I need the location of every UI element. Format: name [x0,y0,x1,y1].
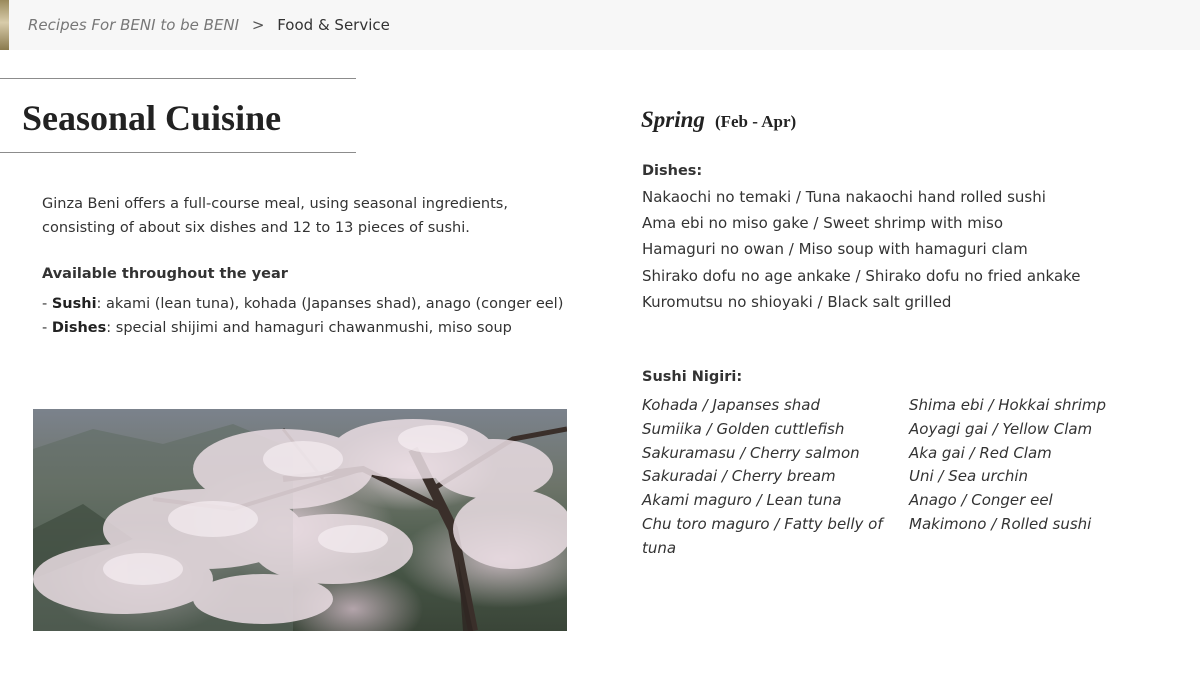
item-text: : special shijimi and hamaguri chawanmushi, miso soup [106,320,512,336]
list-item: Sakuramasu / Cherry salmon [642,443,860,462]
list-item: Kuromutsu no shioyaki / Black salt grilled [642,292,952,311]
season-title [641,104,796,138]
list-item: Shima ebi / Hokkai shrimp [909,396,1107,414]
season-name: Spring [641,107,705,132]
top-bar [0,0,1200,50]
nigiri-heading: Sushi Nigiri: [642,369,743,385]
item-text: : akami (lean tuna), kohada (Japanses shad), anago (conger eel) [96,296,564,312]
list-item: Aka gai / Red Clam [909,443,1052,462]
dishes-list [642,184,1081,315]
breadcrumb-current: Food & Service [277,16,390,34]
breadcrumb-root-link[interactable]: Recipes For BENI to be BENI [28,16,240,34]
item-prefix: - [42,296,52,312]
brand-accent-stripe [0,0,9,50]
year-round-heading: Available throughout the year [42,266,288,282]
dishes-heading: Dishes: [642,163,703,179]
intro-paragraph: Ginza Beni offers a full-course meal, using seasonal ingredients, consisting of about six dishes and 12 to 13 pieces of sushi. [42,196,508,236]
list-item: Uni / Sea urchin [909,467,1029,486]
item-label: Sushi [51,296,97,312]
list-item: Sakuradai / Cherry bream [642,467,836,486]
list-item: Kohada / Japanses shad [642,396,820,414]
list-item: Anago / Conger eel [909,491,1053,510]
item-prefix: - [42,320,52,336]
breadcrumb [28,15,390,35]
list-item: Ama ebi no miso gake / Sweet shrimp with miso [642,214,1004,233]
year-round-item-dishes [42,316,563,340]
year-round-list [42,292,563,340]
list-item: Akami maguro / Lean tuna [642,491,842,510]
list-item: Hamaguri no owan / Miso soup with hamaguri clam [642,240,1028,259]
year-round-item-sushi [42,292,563,316]
cherry-blossom-photo [33,409,567,631]
list-item: Shirako dofu no age ankake / Shirako dofu no fried ankake [642,266,1081,285]
list-item: Chu toro maguro / Fatty belly of tuna [642,514,883,557]
list-item: Makimono / Rolled sushi [909,514,1092,533]
title-rule-bottom [0,152,356,153]
list-item: Nakaochi no temaki / Tuna nakaochi hand rolled sushi [642,188,1046,206]
page-title: Seasonal Cuisine [22,98,282,138]
breadcrumb-separator: > [251,16,265,34]
title-rule-top [0,78,356,79]
nigiri-list-right [909,394,1169,537]
item-label: Dishes [51,320,107,336]
cherry-blossom-illustration [33,409,567,631]
nigiri-list-left [642,394,892,561]
list-item: Aoyagi gai / Yellow Clam [909,419,1093,438]
list-item: Sumiika / Golden cuttlefish [642,419,845,438]
season-range: (Feb - Apr) [714,112,797,131]
